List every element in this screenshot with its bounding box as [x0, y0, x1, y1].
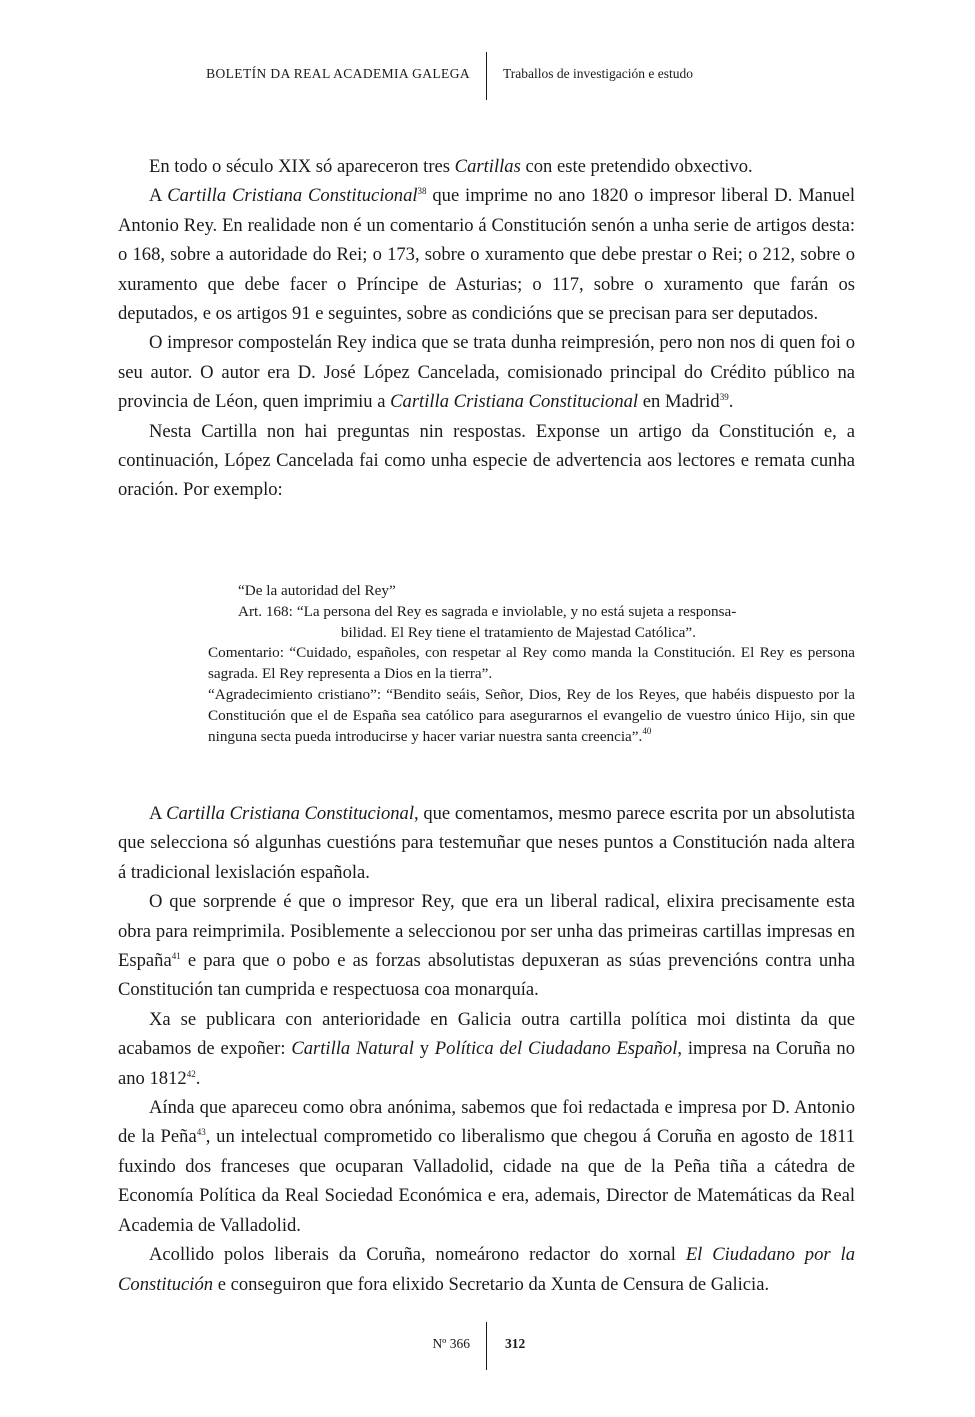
footer-divider	[486, 1322, 487, 1370]
body-text-top	[118, 152, 855, 505]
paragraph-p2: A Cartilla Cristiana Constitucional$^{38}$ que imprime no ano 1820 o impresor liberal D. Manuel Antonio Rey. En realidade non é un comentario á Constitución senón a unha serie de artigos desta: o 168, sobre a autoridade do Rei; o 173, sobre o xuramento que debe prestar o Rei; o 212, sobre o xuramento que debe facer o Príncipe de Asturias; o 117, sobre o xuramento que farán os deputados, e os artigos 91 e seguintes, sobre as condicións que se precisan para ser deputados.	[118, 185, 855, 325]
italic-title: Cartilla Cristiana Constitucional	[167, 185, 418, 207]
italic-title: Cartilla Cristiana Constitucional	[390, 391, 639, 413]
paragraph-p6: O que sorprende é que o impresor Rey, que era un liberal radical, elixira precisamente esta obra para reimprimila. Posiblemente a seleccionou por ser unha das primeiras cartillas impresas en España$^{41}$ e para que o pobo e as forzas absolutistas depuxeran as súas prevencións contra unha Constitución tan cumprida e respectuosa coa monarquía.	[118, 891, 855, 1001]
footnote-marker: 39	[719, 392, 729, 403]
quote-article	[208, 602, 855, 644]
footnote-marker: 38	[417, 186, 427, 197]
italic-title: Cartilla Cristiana Constitucional	[166, 803, 415, 824]
italic-title: Cartillas	[454, 156, 521, 177]
paragraph-p3: O impresor compostelán Rey indica que se trata dunha reimpresión, pero non nos di quen foi o seu autor. O autor era D. José López Cancelada, comisionado principal do Crédito público na provincia de Léon, quen imprimiu a Cartilla Cristiana Constitucional en Madrid$^{39}$.	[118, 332, 855, 413]
paragraph-p4: Nesta Cartilla non hai preguntas nin respostas. Exponse un artigo da Constitución e, a continuación, López Cancelada fai como unha especie de advertencia aos lectores e remata cunha oración. Por exemplo:	[118, 420, 855, 501]
article-text-line-2: bilidad. El Rey tiene el tratamiento de Majestad Católica”.	[340, 623, 696, 641]
footnote-marker: 40	[642, 725, 652, 736]
footnote-marker: 43	[196, 1127, 206, 1138]
paragraph-p5: A Cartilla Cristiana Constitucional, que comentamos, mesmo parece escrita por un absolutista que selecciona só algunhas cuestións para testemuñar que neses puntos a Constitución nada altera á tradicional lexislación española.	[118, 803, 855, 883]
italic-title: Política del Ciudadano Español	[434, 1038, 678, 1060]
running-footer	[0, 1322, 975, 1370]
running-header	[0, 52, 975, 100]
footnote-marker: 42	[186, 1068, 196, 1079]
quote-heading: “De la autoridad del Rey”	[238, 582, 396, 599]
header-divider	[486, 52, 487, 100]
paragraph-p7: Xa se publicara con anterioridade en Galicia outra cartilla política moi distinta da que acabamos de expoñer: Cartilla Natural y Política del Ciudadano Español, impresa na Coruña no ano 1812$^{42}$.	[118, 1008, 855, 1089]
block-quote	[208, 581, 855, 747]
paragraph-p1: En todo o século XIX só apareceron tres Cartillas con este pretendido obxectivo.	[149, 156, 753, 177]
italic-title: Cartilla Natural	[291, 1038, 414, 1060]
article-text	[297, 602, 855, 644]
quote-comment: Comentario: “Cuidado, españoles, con respetar al Rey como manda la Constitución. El Rey es persona sagrada. El Rey representa a Dios en la tierra”.	[208, 644, 855, 683]
paragraph-p9: Acollido polos liberais da Coruña, nomeárono redactor do xornal El Ciudadano por la Constitución e conseguiron que fora elixido Secretario da Xunta de Censura de Galicia.	[118, 1244, 855, 1295]
page-number: 312	[505, 1336, 526, 1351]
paragraph-p8: Aínda que apareceu como obra anónima, sabemos que foi redactada e impresa por D. Antonio de la Peña$^{43}$, un intelectual comprometido co liberalismo que chegou á Coruña en agosto de 1811 fuxindo dos franceses que ocuparan Valladolid, cidade na que de la Peña tiña a cátedra de Economía Política da Real Sociedad Económica e era, ademais, Director de Matemáticas da Real Academia de Valladolid.	[118, 1097, 855, 1236]
article-text-line-1: “La persona del Rey es sagrada e inviolable, y no está sujeta a responsa-	[296, 602, 737, 620]
prayer-text: “Agradecimiento cristiano”: “Bendito seáis, Señor, Dios, Rey de los Reyes, que habéis dispuesto por la Constitución que el de España sea católico para asegurarnos el evangelio de vuestro único Hijo, sin que ninguna secta pueda introducirse y hacer variar nuestra santa creencia”.	[208, 685, 855, 745]
body-text-bottom	[118, 799, 855, 1299]
quote-prayer	[208, 685, 855, 747]
journal-title: BOLETÍN DA REAL ACADEMIA GALEGA	[206, 66, 470, 81]
section-title: Traballos de investigación e estudo	[503, 66, 693, 81]
italic-title: El Ciudadano por la Constitución	[118, 1244, 855, 1295]
footnote-marker: 41	[171, 950, 181, 961]
issue-number: Nº 366	[432, 1336, 470, 1351]
article-label: Art. 168:	[238, 602, 293, 620]
